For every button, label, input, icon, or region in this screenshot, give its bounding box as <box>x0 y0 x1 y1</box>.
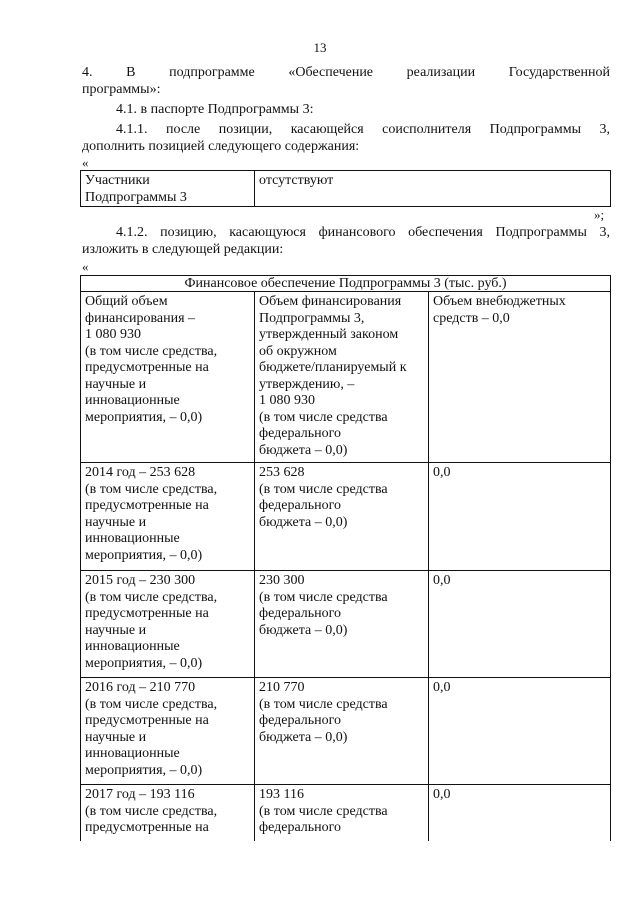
page-number: 13 <box>313 40 327 55</box>
year-extra-cell: 0,0 <box>429 678 611 785</box>
year-total-cell: 2014 год – 253 628 (в том числе средства, предусмотренные на научные и инновационные мероприятия, – 0,0) <box>81 463 255 571</box>
table-row <box>81 463 611 571</box>
close-quote: »; <box>594 207 605 222</box>
header-law: Объем финансирования Подпрограммы 3, утвержденный законом об окружном бюджете/планируемый к утверждению, – 1 080 930 (в том числе средства федерального бюджета – 0,0) <box>255 292 429 463</box>
year-law-cell: 210 770 (в том числе средства федерального бюджета – 0,0) <box>255 678 429 785</box>
header-extra: Объем внебюджетных средств – 0,0 <box>429 292 611 463</box>
item-4-1-2-line1: 4.1.2. позицию, касающуюся финансового обеспечения Подпрограммы 3, <box>116 225 610 240</box>
table-row <box>81 171 611 207</box>
item-4-1-1-line2: дополнить позицией следующего содержания: <box>82 139 360 154</box>
participants-value: отсутствуют <box>255 171 611 207</box>
item-4-1: 4.1. в паспорте Подпрограммы 3: <box>116 102 314 117</box>
year-total-cell: 2016 год – 210 770 (в том числе средства, предусмотренные на научные и инновационные мероприятия, – 0,0) <box>81 678 255 785</box>
year-extra-cell: 0,0 <box>429 571 611 678</box>
year-law-cell: 230 300 (в том числе средства федерального бюджета – 0,0) <box>255 571 429 678</box>
year-law-cell: 253 628 (в том числе средства федерального бюджета – 0,0) <box>255 463 429 571</box>
finance-table <box>80 275 611 841</box>
table-row <box>81 571 611 678</box>
year-total-cell: 2015 год – 230 300 (в том числе средства, предусмотренные на научные и инновационные мероприятия, – 0,0) <box>81 571 255 678</box>
table-row <box>81 678 611 785</box>
table-caption-row <box>81 276 611 292</box>
year-total-cell: 2017 год – 193 116 (в том числе средства, предусмотренные на <box>81 785 255 841</box>
section-4-line2: программы»: <box>82 82 161 97</box>
item-4-1-1-line1: 4.1.1. после позиции, касающейся соисполнителя Подпрограммы 3, <box>116 122 610 137</box>
participants-label: Участники Подпрограммы 3 <box>81 171 255 207</box>
finance-table-caption: Финансовое обеспечение Подпрограммы 3 (тыс. руб.) <box>81 276 611 292</box>
year-extra-cell: 0,0 <box>429 463 611 571</box>
participants-table <box>80 170 611 207</box>
item-4-1-2-line2: изложить в следующей редакции: <box>82 242 284 257</box>
header-total: Общий объем финансирования – 1 080 930 (в том числе средства, предусмотренные на научные и инновационные мероприятия, – 0,0) <box>81 292 255 463</box>
section-4-line1: 4. В подпрограмме «Обеспечение реализации Государственной <box>82 65 610 80</box>
year-law-cell: 193 116 (в том числе средства федерального <box>255 785 429 841</box>
table-header-row <box>81 292 611 463</box>
open-quote: « <box>82 259 89 274</box>
table-row <box>81 785 611 841</box>
open-quote: « <box>82 155 89 170</box>
year-extra-cell: 0,0 <box>429 785 611 841</box>
